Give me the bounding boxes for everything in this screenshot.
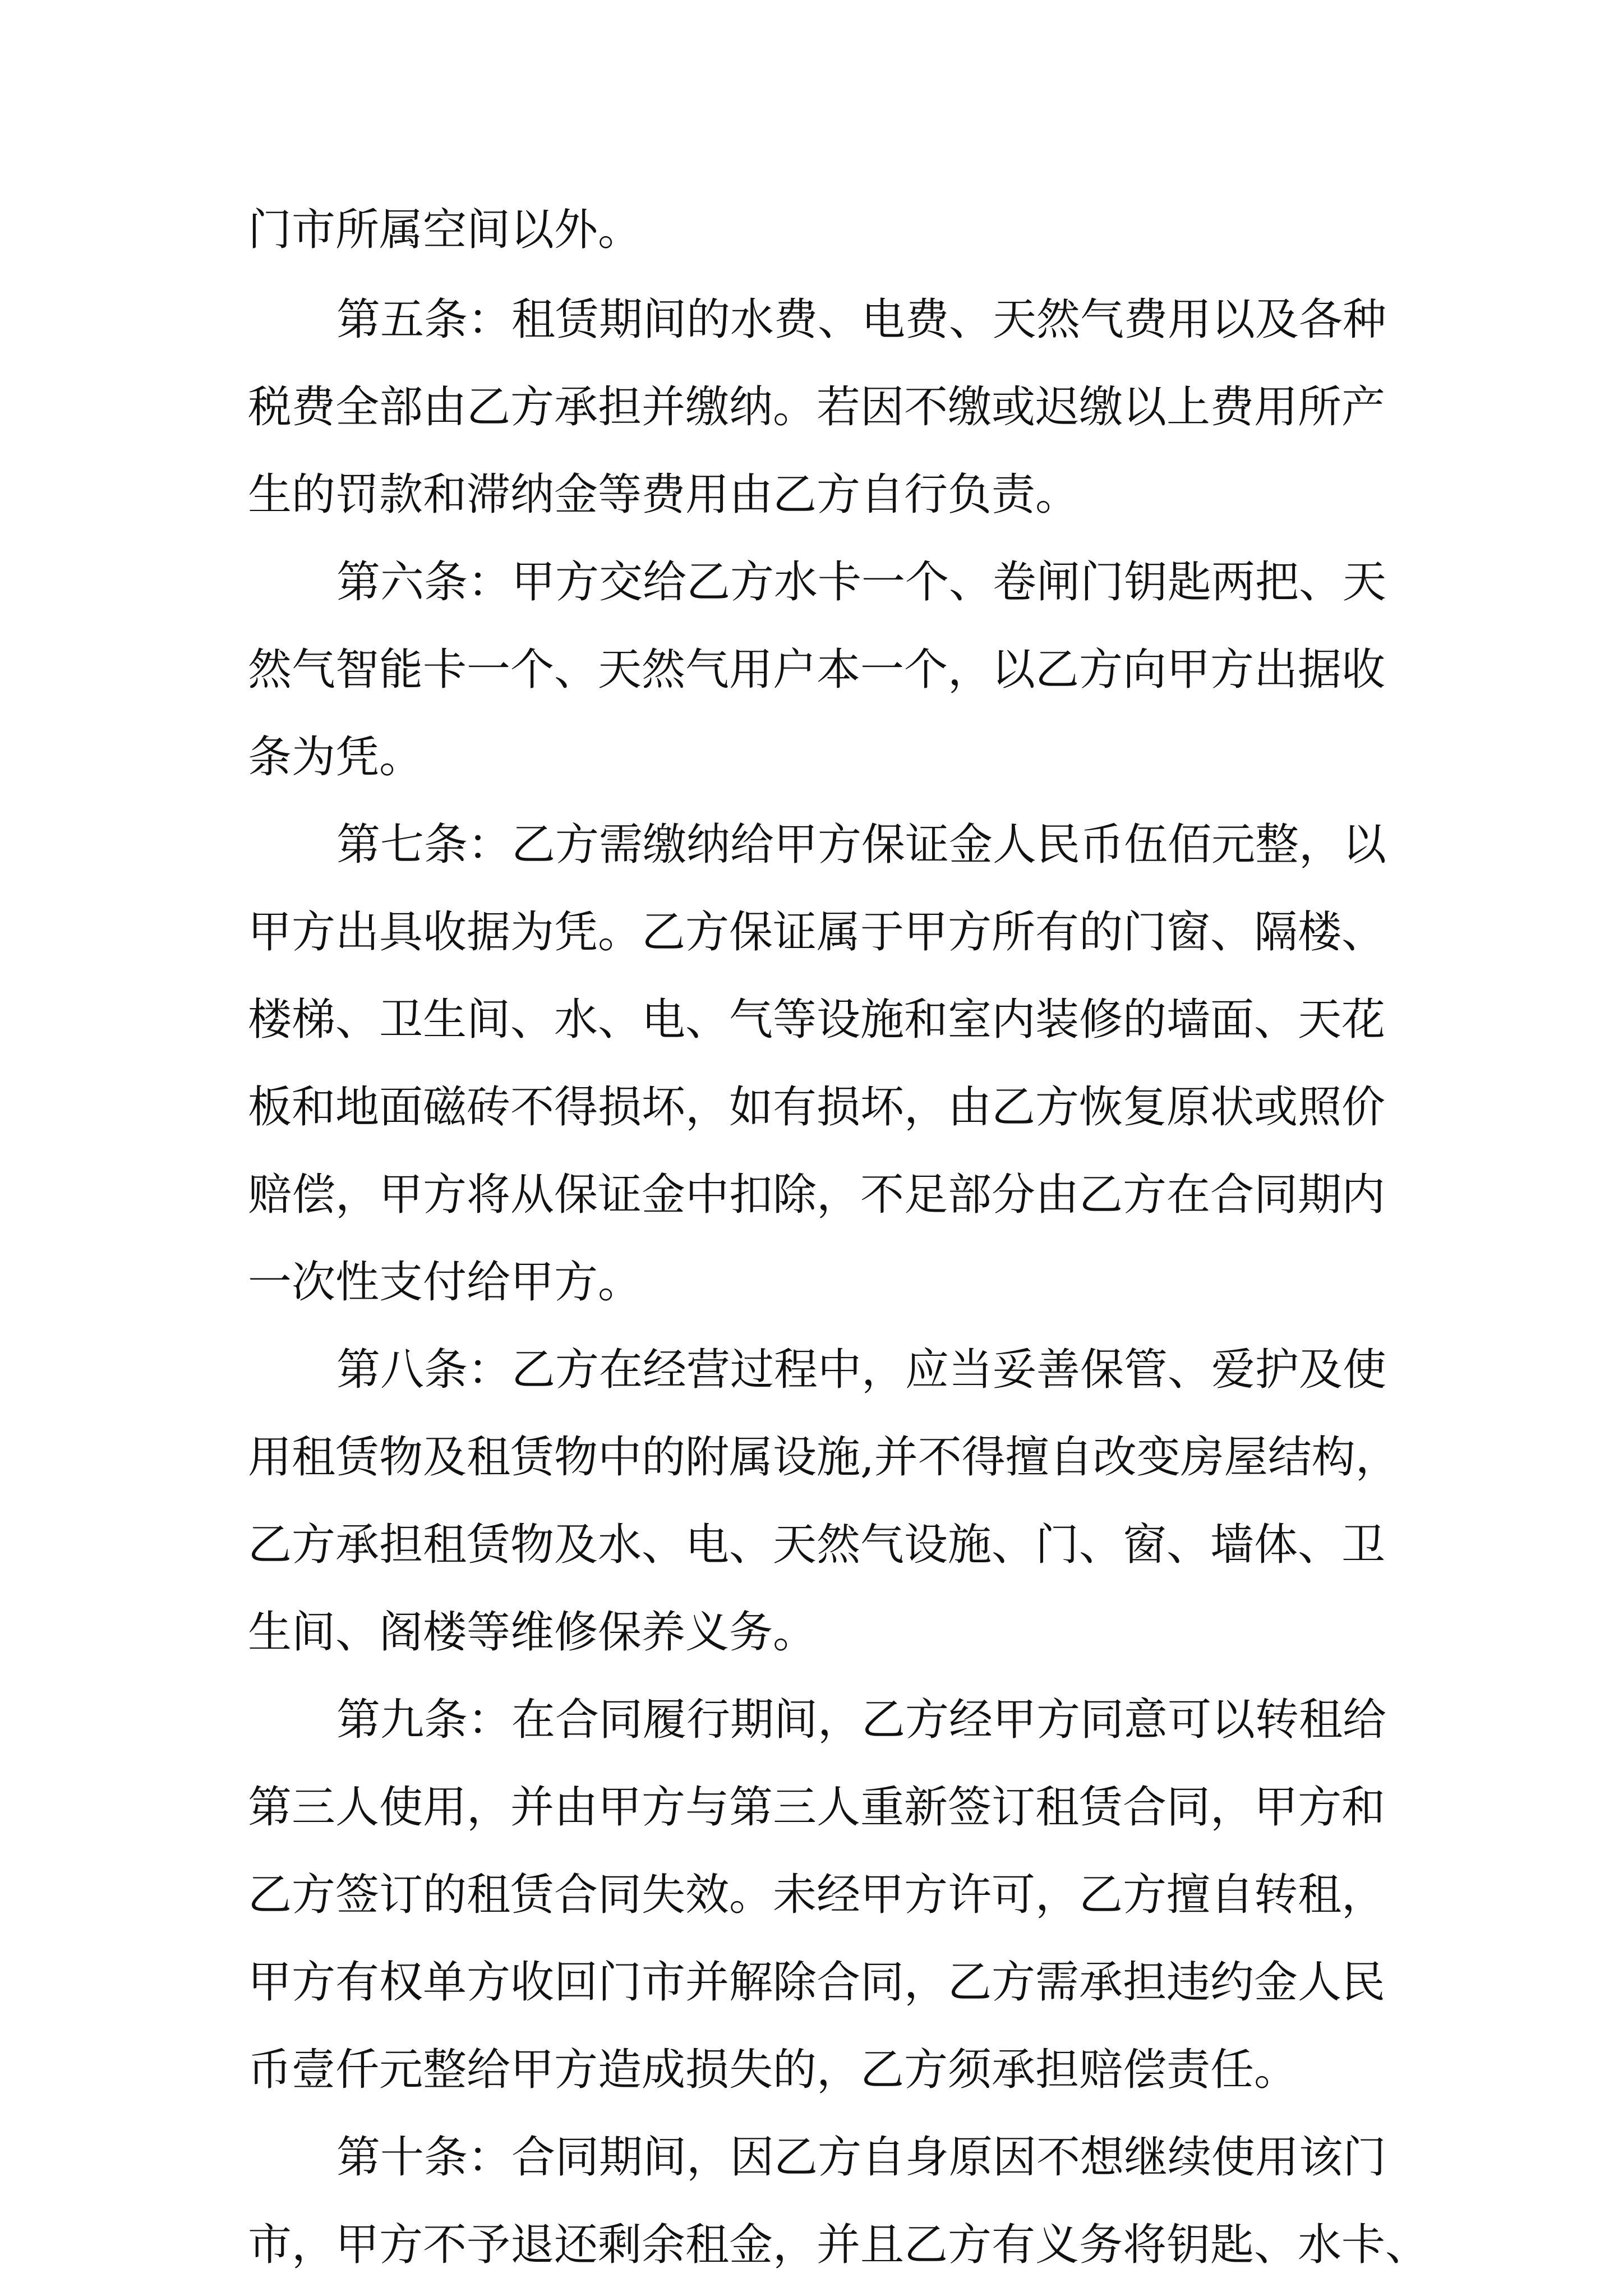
article-9-line-1: 第九条：在合同履行期间，乙方经甲方同意可以转租给 <box>336 1695 1387 1745</box>
article-8-line-3: 乙方承担租赁物及水、电、天然气设施、门、窗、墙体、卫 <box>248 1520 1386 1570</box>
article-5-line-1: 第五条：租赁期间的水费、电费、天然气费用以及各种 <box>336 295 1387 345</box>
article-7-line-5: 赔偿，甲方将从保证金中扣除，不足部分由乙方在合同期内 <box>248 1170 1386 1220</box>
article-7-line-3: 楼梯、卫生间、水、电、气等设施和室内装修的墙面、天花 <box>248 995 1386 1045</box>
article-7-line-6: 一次性支付给甲方。 <box>248 1257 642 1308</box>
text-line-1: 门市所属空间以外。 <box>248 205 642 255</box>
article-8-line-2: 用租赁物及租赁物中的附属设施,并不得擅自改变房屋结构， <box>248 1432 1399 1483</box>
article-7-line-4: 板和地面磁砖不得损坏，如有损坏，由乙方恢复原状或照价 <box>248 1082 1386 1133</box>
article-10-line-2: 市，甲方不予退还剩余租金，并且乙方有义务将钥匙、水卡、 <box>248 2220 1430 2270</box>
article-5-line-2: 税费全部由乙方承担并缴纳。若因不缴或迟缴以上费用所产 <box>248 382 1386 432</box>
article-6-line-3: 条为凭。 <box>248 732 423 783</box>
article-8-line-4: 生间、阁楼等维修保养义务。 <box>248 1607 817 1658</box>
article-8-line-1: 第八条：乙方在经营过程中，应当妥善保管、爱护及使 <box>336 1345 1387 1395</box>
article-7-line-2: 甲方出具收据为凭。乙方保证属于甲方所有的门窗、隔楼、 <box>248 907 1386 958</box>
article-9-line-5: 币壹仟元整给甲方造成损失的，乙方须承担赔偿责任。 <box>248 2045 1298 2095</box>
article-5-line-3: 生的罚款和滞纳金等费用由乙方自行负责。 <box>248 470 1080 520</box>
article-9-line-2: 第三人使用，并由甲方与第三人重新签订租赁合同，甲方和 <box>248 1782 1386 1833</box>
article-6-line-1: 第六条：甲方交给乙方水卡一个、卷闸门钥匙两把、天 <box>336 557 1387 608</box>
article-7-line-1: 第七条：乙方需缴纳给甲方保证金人民币伍佰元整，以 <box>336 820 1387 870</box>
article-10-line-1: 第十条：合同期间，因乙方自身原因不想继续使用该门 <box>336 2132 1387 2183</box>
article-9-line-3: 乙方签订的租赁合同失效。未经甲方许可，乙方擅自转租， <box>248 1870 1386 1920</box>
article-9-line-4: 甲方有权单方收回门市并解除合同，乙方需承担违约金人民 <box>248 1957 1386 2008</box>
article-6-line-2: 然气智能卡一个、天然气用户本一个，以乙方向甲方出据收 <box>248 645 1386 695</box>
